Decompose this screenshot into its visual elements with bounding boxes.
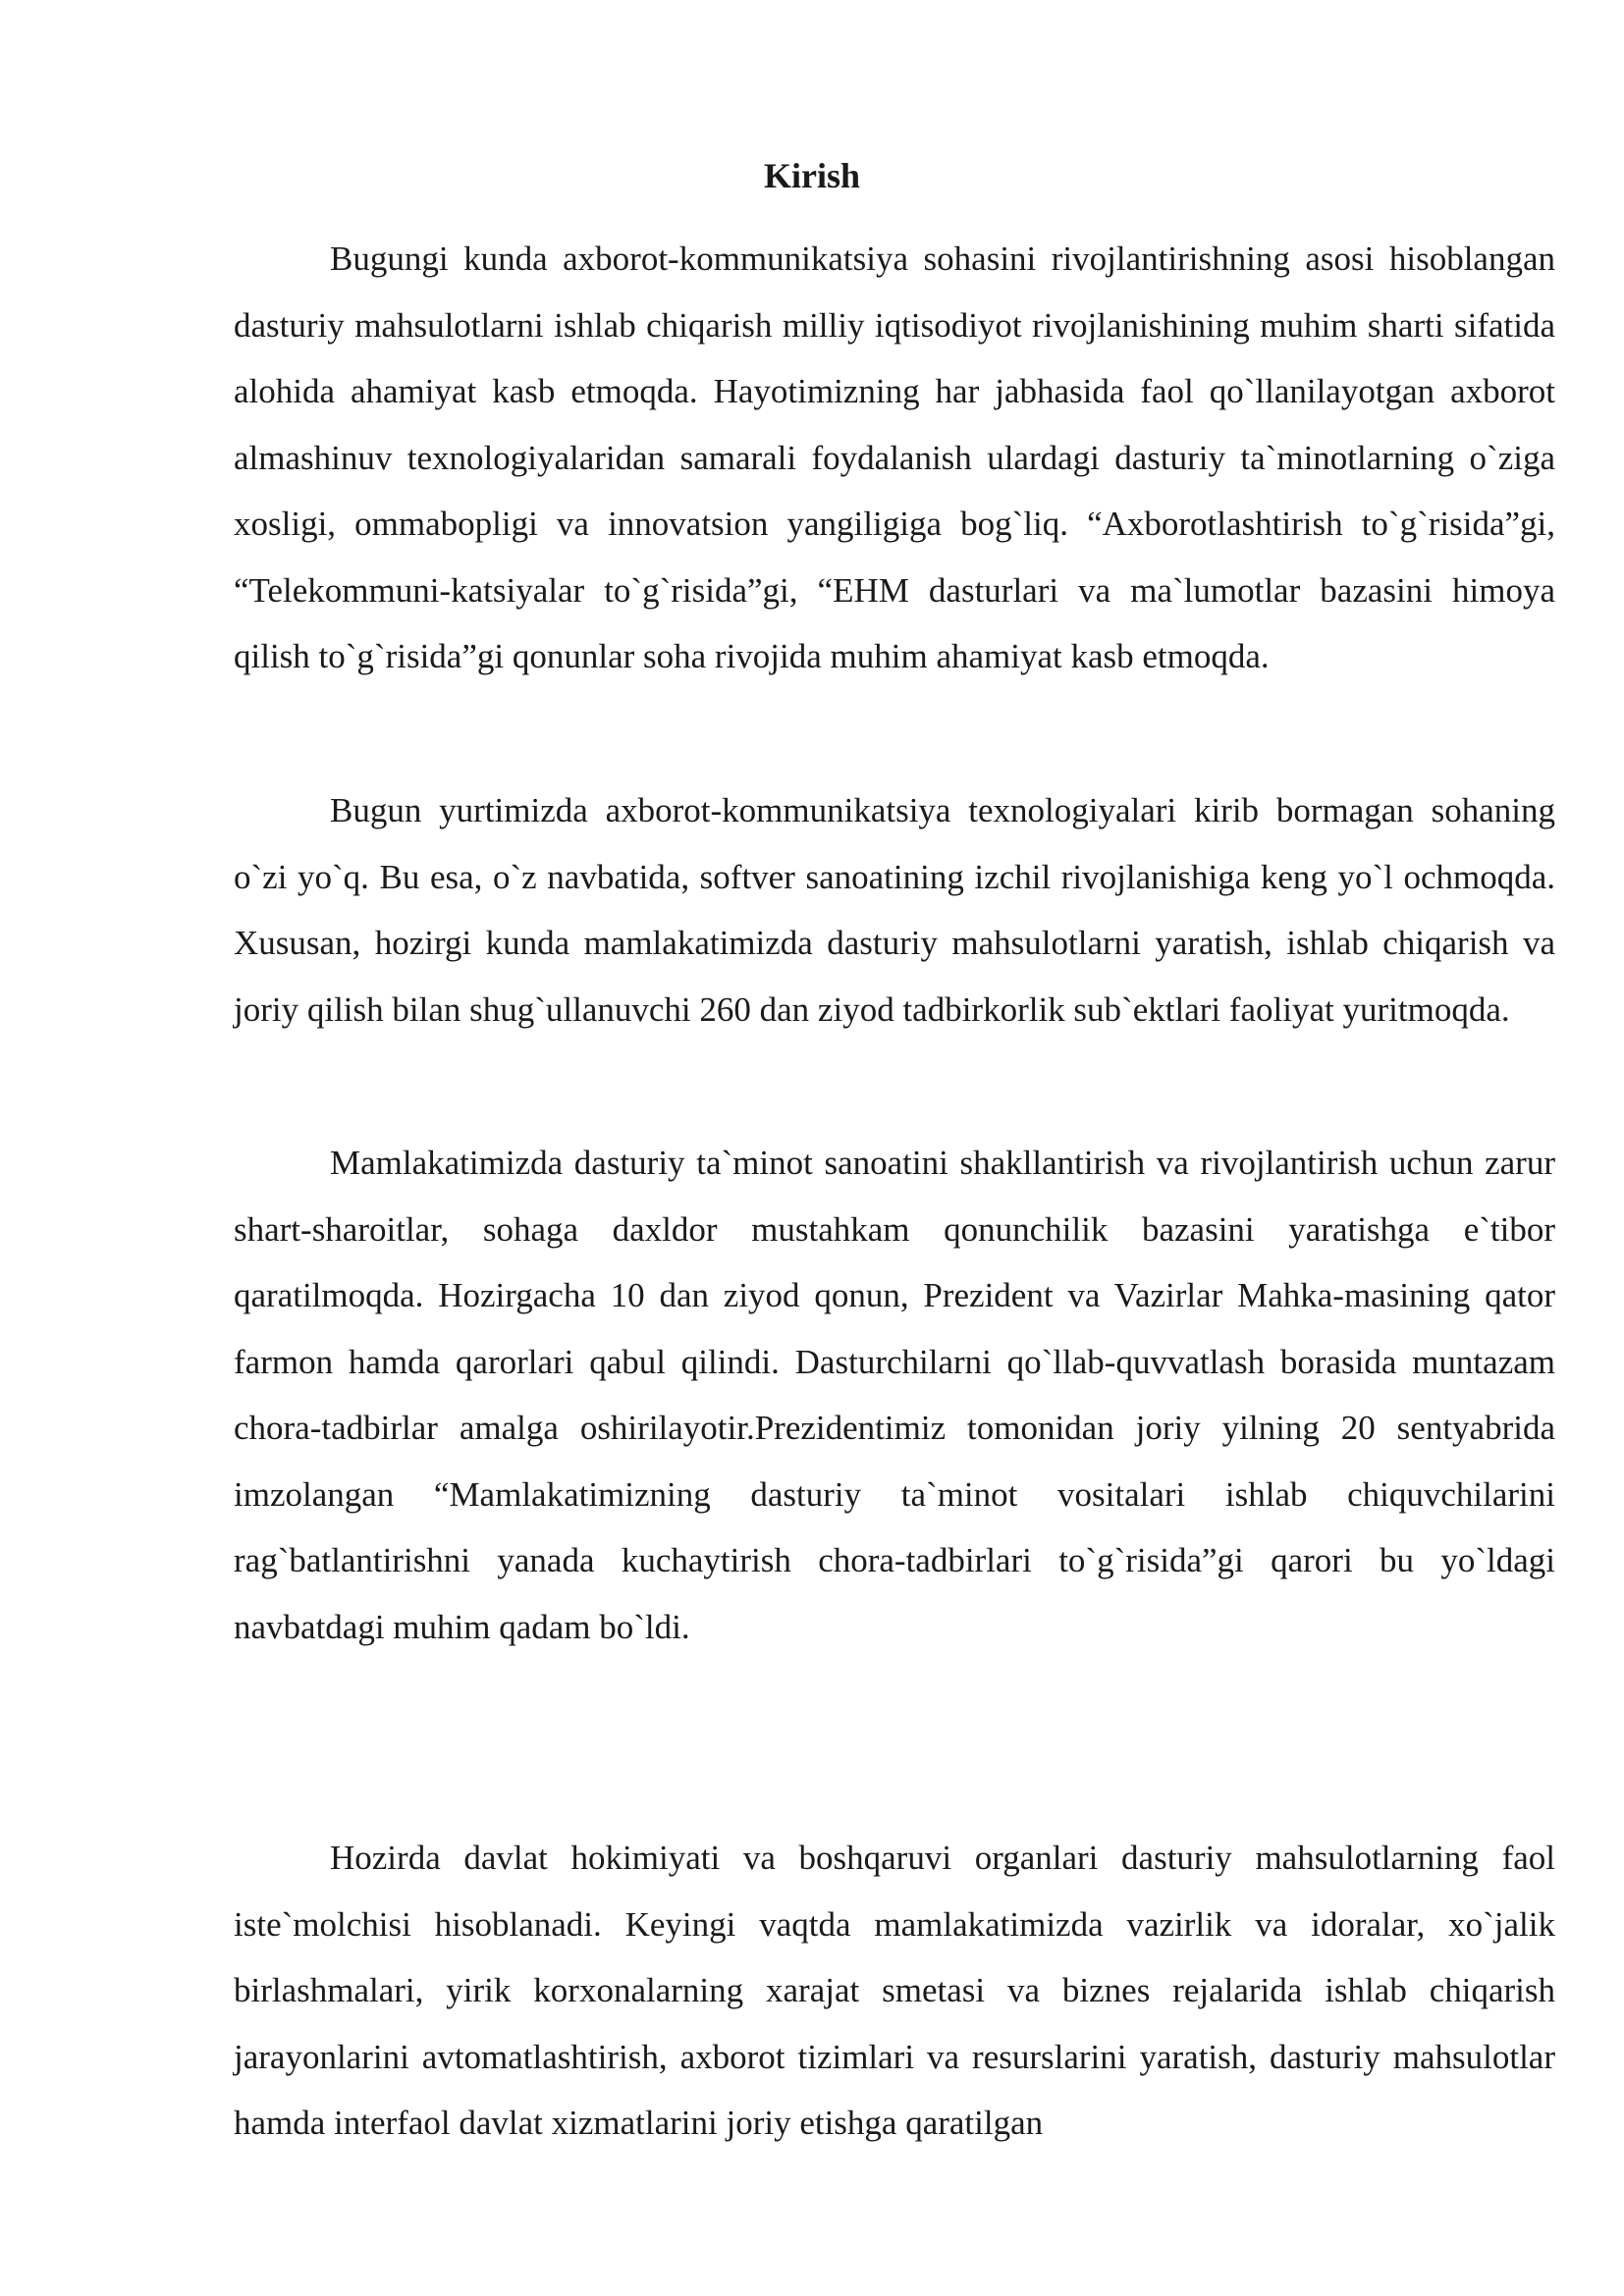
paragraph-4: Hozirda davlat hokimiyati va boshqaruvi organlari dasturiy mahsulotlarning faol iste`molchisi hisoblanadi. Keyingi vaqtda mamlakatimizda vazirlik va idoralar, xo`jalik birlashmalari, yirik korxonalarning xarajat smetasi va biznes rejalarida ishlab chiqarish jarayonlarini avtomatlashtirish, axborot tizimlari va resurslarini yaratish, dasturiy mahsulotlar hamda interfaol davlat xizmatlarini joriy etishga qaratilgan: [234, 1839, 1555, 2142]
paragraph-1: Bugungi kunda axborot-kommunikatsiya sohasini rivojlantirishning asosi hisoblangan dasturiy mahsulotlarni ishlab chiqarish milliy iqtisodiyot rivojlanishining muhim sharti sifatida alohida ahamiyat kasb etmoqda. Hayotimizning har jabhasida faol qo`llanilayotgan axborot almashinuv texnologiyalaridan samarali foydalanish ulardagi dasturiy ta`minotlarning o`ziga xosligi, ommabopligi va innovatsion yangiligiga bog`liq. “Axborotlashtirish to`g`risida”gi, “Telekommuni-katsiyalar to`g`risida”gi, “EHM dasturlari va ma`lumotlar bazasini himoya qilish to`g`risida”gi qonunlar soha rivojida muhim ahamiyat kasb etmoqda.: [234, 240, 1555, 675]
paragraph-3: Mamlakatimizda dasturiy ta`minot sanoatini shakllantirish va rivojlantirish uchun zarur shart-sharoitlar, sohaga daxldor mustahkam qonunchilik bazasini yaratishga e`tibor qaratilmoqda. Hozirgacha 10 dan ziyod qonun, Prezident va Vazirlar Mahka-masining qator farmon hamda qarorlari qabul qilindi. Dasturchilarni qo`llab-quvvatlash borasida muntazam chora-tadbirlar amalga oshirilayotir.Prezidentimiz tomonidan joriy yilning 20 sentyabrida imzolangan “Mamlakatimizning dasturiy ta`minot vositalari ishlab chiquvchilarini rag`batlantirishni yanada kuchaytirish chora-tadbirlari to`g`risida”gi qarori bu yo`ldagi navbatdagi muhim qadam bo`ldi.: [234, 1144, 1555, 1646]
paragraph-2: Bugun yurtimizda axborot-kommunikatsiya texnologiyalari kirib bormagan sohaning o`zi yo`q. Bu esa, o`z navbatida, softver sanoatining izchil rivojlanishiga keng yo`l ochmoqda. Xususan, hozirgi kunda mamlakatimizda dasturiy mahsulotlarni yaratish, ishlab chiqarish va joriy qilish bilan shug`ullanuvchi 260 dan ziyod tadbirkorlik sub`ektlari faoliyat yuritmoqda.: [234, 791, 1555, 1029]
document-title: Kirish: [763, 156, 860, 195]
